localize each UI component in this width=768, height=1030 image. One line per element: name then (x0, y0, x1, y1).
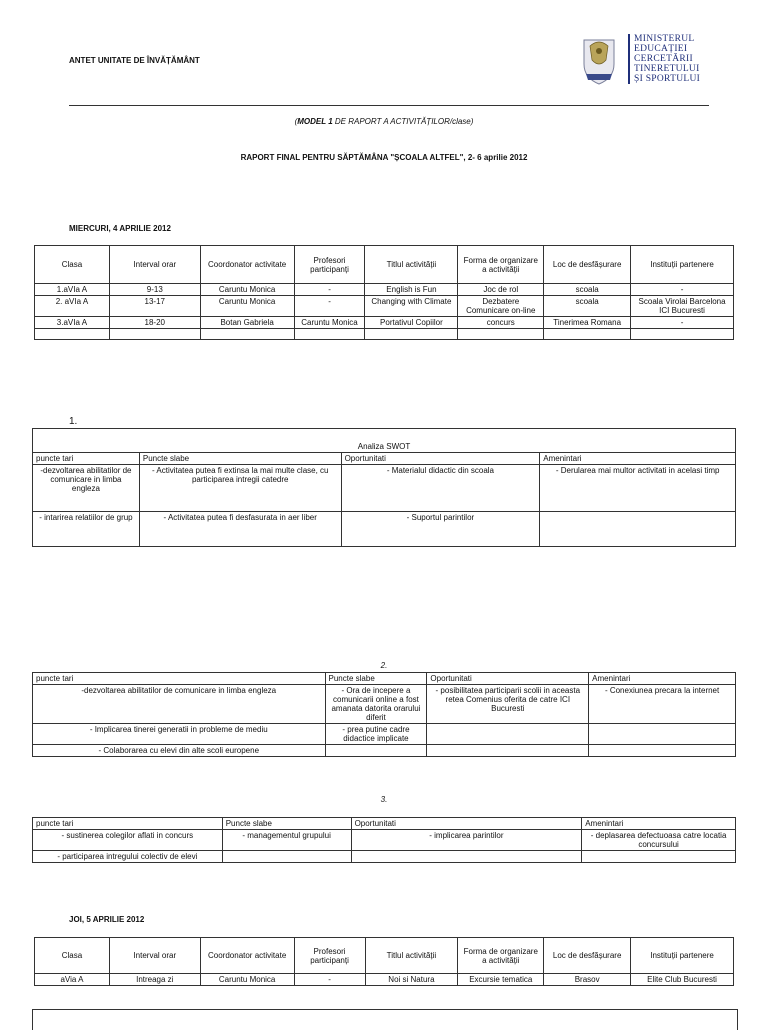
table-row (35, 974, 734, 986)
table-cell: - Materialul didactic din scoala (341, 465, 540, 512)
table-cell (458, 329, 544, 340)
column-header: Forma de organizare a activității (458, 938, 544, 974)
table-cell (109, 329, 200, 340)
column-header: Oportunitati (341, 453, 540, 465)
table-cell: - prea putine cadre didactice implicate (325, 724, 427, 745)
table-row (33, 512, 736, 547)
swot-table-3 (32, 817, 736, 863)
table-cell (582, 851, 736, 863)
table-cell: - Ora de incepere a comunicarii online a fost amanata datorita orarului diferit (325, 685, 427, 724)
column-header: Titlul activității (365, 938, 458, 974)
table-cell: Elite Club Bucuresti (631, 974, 734, 986)
school-header-placeholder: ANTET UNITATE DE ÎNVĂȚĂMÂNT (69, 56, 200, 65)
model-rest: DE RAPORT A ACTIVITĂȚILOR/clase) (332, 117, 474, 126)
table-cell: - (294, 296, 365, 317)
table-cell: - implicarea parintilor (351, 830, 582, 851)
table-cell: 13-17 (109, 296, 200, 317)
ministry-line: ȘI SPORTULUI (634, 74, 701, 84)
column-header: Amenintari (582, 818, 736, 830)
table-cell: Dezbatere Comunicare on-line (458, 296, 544, 317)
table-header-row (33, 453, 736, 465)
swot-title: Analiza SWOT (33, 429, 736, 453)
table-row (33, 685, 736, 724)
column-header: Loc de desfășurare (544, 938, 631, 974)
table-row (35, 284, 734, 296)
table-cell: - Activitatea putea fi extinsa la mai multe clase, cu participarea intregii catedre (139, 465, 341, 512)
table-cell (631, 329, 734, 340)
swot-table-2 (32, 672, 736, 757)
table-row (35, 296, 734, 317)
column-header: Interval orar (109, 246, 200, 284)
ministry-line: CERCETĂRII (634, 54, 693, 64)
table-cell: - Derularea mai multor activitati in acelasi timp (540, 465, 736, 512)
table-cell: Caruntu Monica (200, 296, 294, 317)
column-header: Puncte slabe (325, 673, 427, 685)
table-cell (325, 745, 427, 757)
table-cell: - Conexiunea precara la internet (589, 685, 736, 724)
table-cell: Caruntu Monica (200, 974, 294, 986)
table-row (33, 745, 736, 757)
table-cell (540, 512, 736, 547)
column-header: Forma de organizare a activității (458, 246, 544, 284)
table-cell: scoala (544, 284, 631, 296)
table-cell: - participarea intregului colectiv de elevi (33, 851, 223, 863)
column-header: Clasa (35, 938, 110, 974)
table-cell: Intreaga zi (109, 974, 200, 986)
table-cell: 2. aVIa A (35, 296, 110, 317)
table-cell: Excursie tematica (458, 974, 544, 986)
table-cell: Joc de rol (458, 284, 544, 296)
column-header: Profesori participanți (294, 938, 365, 974)
column-header: Puncte slabe (139, 453, 341, 465)
section-number: 3. (380, 795, 388, 804)
table-header-row (33, 673, 736, 685)
table-cell: 1.aVIa A (35, 284, 110, 296)
table-cell: 3.aVIa A (35, 317, 110, 329)
column-header: Titlul activității (365, 246, 458, 284)
table-header-row (33, 818, 736, 830)
column-header: Profesori participanți (294, 246, 365, 284)
table-cell: Botan Gabriela (200, 317, 294, 329)
column-header: puncte tari (33, 453, 140, 465)
table-cell: -dezvoltarea abilitatilor de comunicare in limba engleza (33, 685, 326, 724)
column-header: Oportunitati (351, 818, 582, 830)
table-cell: scoala (544, 296, 631, 317)
table-cell: - intarirea relatiilor de grup (33, 512, 140, 547)
table-cell: - (294, 284, 365, 296)
model-bold: MODEL 1 (297, 117, 333, 126)
table-cell (294, 329, 365, 340)
table-row (33, 724, 736, 745)
day1-title: MIERCURI, 4 APRILIE 2012 (69, 224, 171, 233)
ministry-line: TINERETULUI (634, 64, 700, 74)
table-cell: aVia A (35, 974, 110, 986)
day2-title: JOI, 5 APRILIE 2012 (69, 915, 145, 924)
table-cell (365, 329, 458, 340)
table-cell: - Activitatea putea fi desfasurata in aer liber (139, 512, 341, 547)
table-cell (589, 724, 736, 745)
table-cell: Changing with Climate (365, 296, 458, 317)
table-cell: Tinerimea Romana (544, 317, 631, 329)
column-header: Coordonator activitate (200, 246, 294, 284)
table-cell: - managementul grupului (222, 830, 351, 851)
ministry-line: MINISTERUL (634, 34, 695, 44)
model-open-paren: ( (294, 117, 298, 126)
table-cell (544, 329, 631, 340)
column-header: Loc de desfășurare (544, 246, 631, 284)
ministry-line: EDUCAȚIEI (634, 44, 688, 54)
model-caption (0, 117, 768, 126)
table-cell: English is Fun (365, 284, 458, 296)
next-table-edge (32, 1009, 738, 1030)
table-cell: - sustinerea colegilor aflati in concurs (33, 830, 223, 851)
table-row (35, 317, 734, 329)
table-cell: Caruntu Monica (294, 317, 365, 329)
table-cell: Scoala Virolai Barcelona ICI Bucuresti (631, 296, 734, 317)
column-header: Puncte slabe (222, 818, 351, 830)
table-cell: Caruntu Monica (200, 284, 294, 296)
column-header: Instituții partenere (631, 938, 734, 974)
column-header: Interval orar (109, 938, 200, 974)
table-cell (427, 724, 589, 745)
section-number: 1. (69, 416, 78, 427)
swot-title-row (33, 429, 736, 453)
swot-table-1 (32, 428, 736, 547)
table-cell: -dezvoltarea abilitatilor de comunicare in limba engleza (33, 465, 140, 512)
table-header-row (35, 246, 734, 284)
section-number: 2. (380, 661, 388, 670)
table-cell: - Colaborarea cu elevi din alte scoli europene (33, 745, 326, 757)
column-header: Amenintari (589, 673, 736, 685)
table-header-row (35, 938, 734, 974)
table-cell: Noi si Natura (365, 974, 458, 986)
table-cell: - Suportul parintilor (341, 512, 540, 547)
table-cell (351, 851, 582, 863)
column-header: Coordonator activitate (200, 938, 294, 974)
table-cell (427, 745, 589, 757)
table-cell: - (631, 317, 734, 329)
table-row (33, 851, 736, 863)
table-cell: - deplasarea defectuoasa catre locatia concursului (582, 830, 736, 851)
column-header: Clasa (35, 246, 110, 284)
table-row (33, 830, 736, 851)
table-cell: 18-20 (109, 317, 200, 329)
table-cell: - posibilitatea participarii scolii in aceasta retea Comenius oferita de catre ICI Bucuresti (427, 685, 589, 724)
table-cell (222, 851, 351, 863)
day2-activities-table (34, 937, 734, 986)
table-cell: - (631, 284, 734, 296)
day1-activities-table (34, 245, 734, 340)
column-header: Amenintari (540, 453, 736, 465)
table-cell: Portativul Copiilor (365, 317, 458, 329)
column-header: puncte tari (33, 673, 326, 685)
table-cell (589, 745, 736, 757)
table-cell (200, 329, 294, 340)
table-cell: concurs (458, 317, 544, 329)
table-cell: - (294, 974, 365, 986)
table-row (33, 465, 736, 512)
header-rule (69, 105, 709, 106)
table-cell: Brasov (544, 974, 631, 986)
column-header: puncte tari (33, 818, 223, 830)
table-cell: - Implicarea tinerei generatii in probleme de mediu (33, 724, 326, 745)
report-title: RAPORT FINAL PENTRU SĂPTĂMÂNA "ȘCOALA ALTFEL", 2- 6 aprilie 2012 (240, 153, 528, 162)
column-header: Oportunitati (427, 673, 589, 685)
table-cell: 9-13 (109, 284, 200, 296)
table-row (35, 329, 734, 340)
ministry-name (628, 34, 700, 84)
table-cell (35, 329, 110, 340)
ministry-logo (576, 30, 716, 90)
coat-of-arms-icon (576, 34, 622, 88)
column-header: Instituții partenere (631, 246, 734, 284)
